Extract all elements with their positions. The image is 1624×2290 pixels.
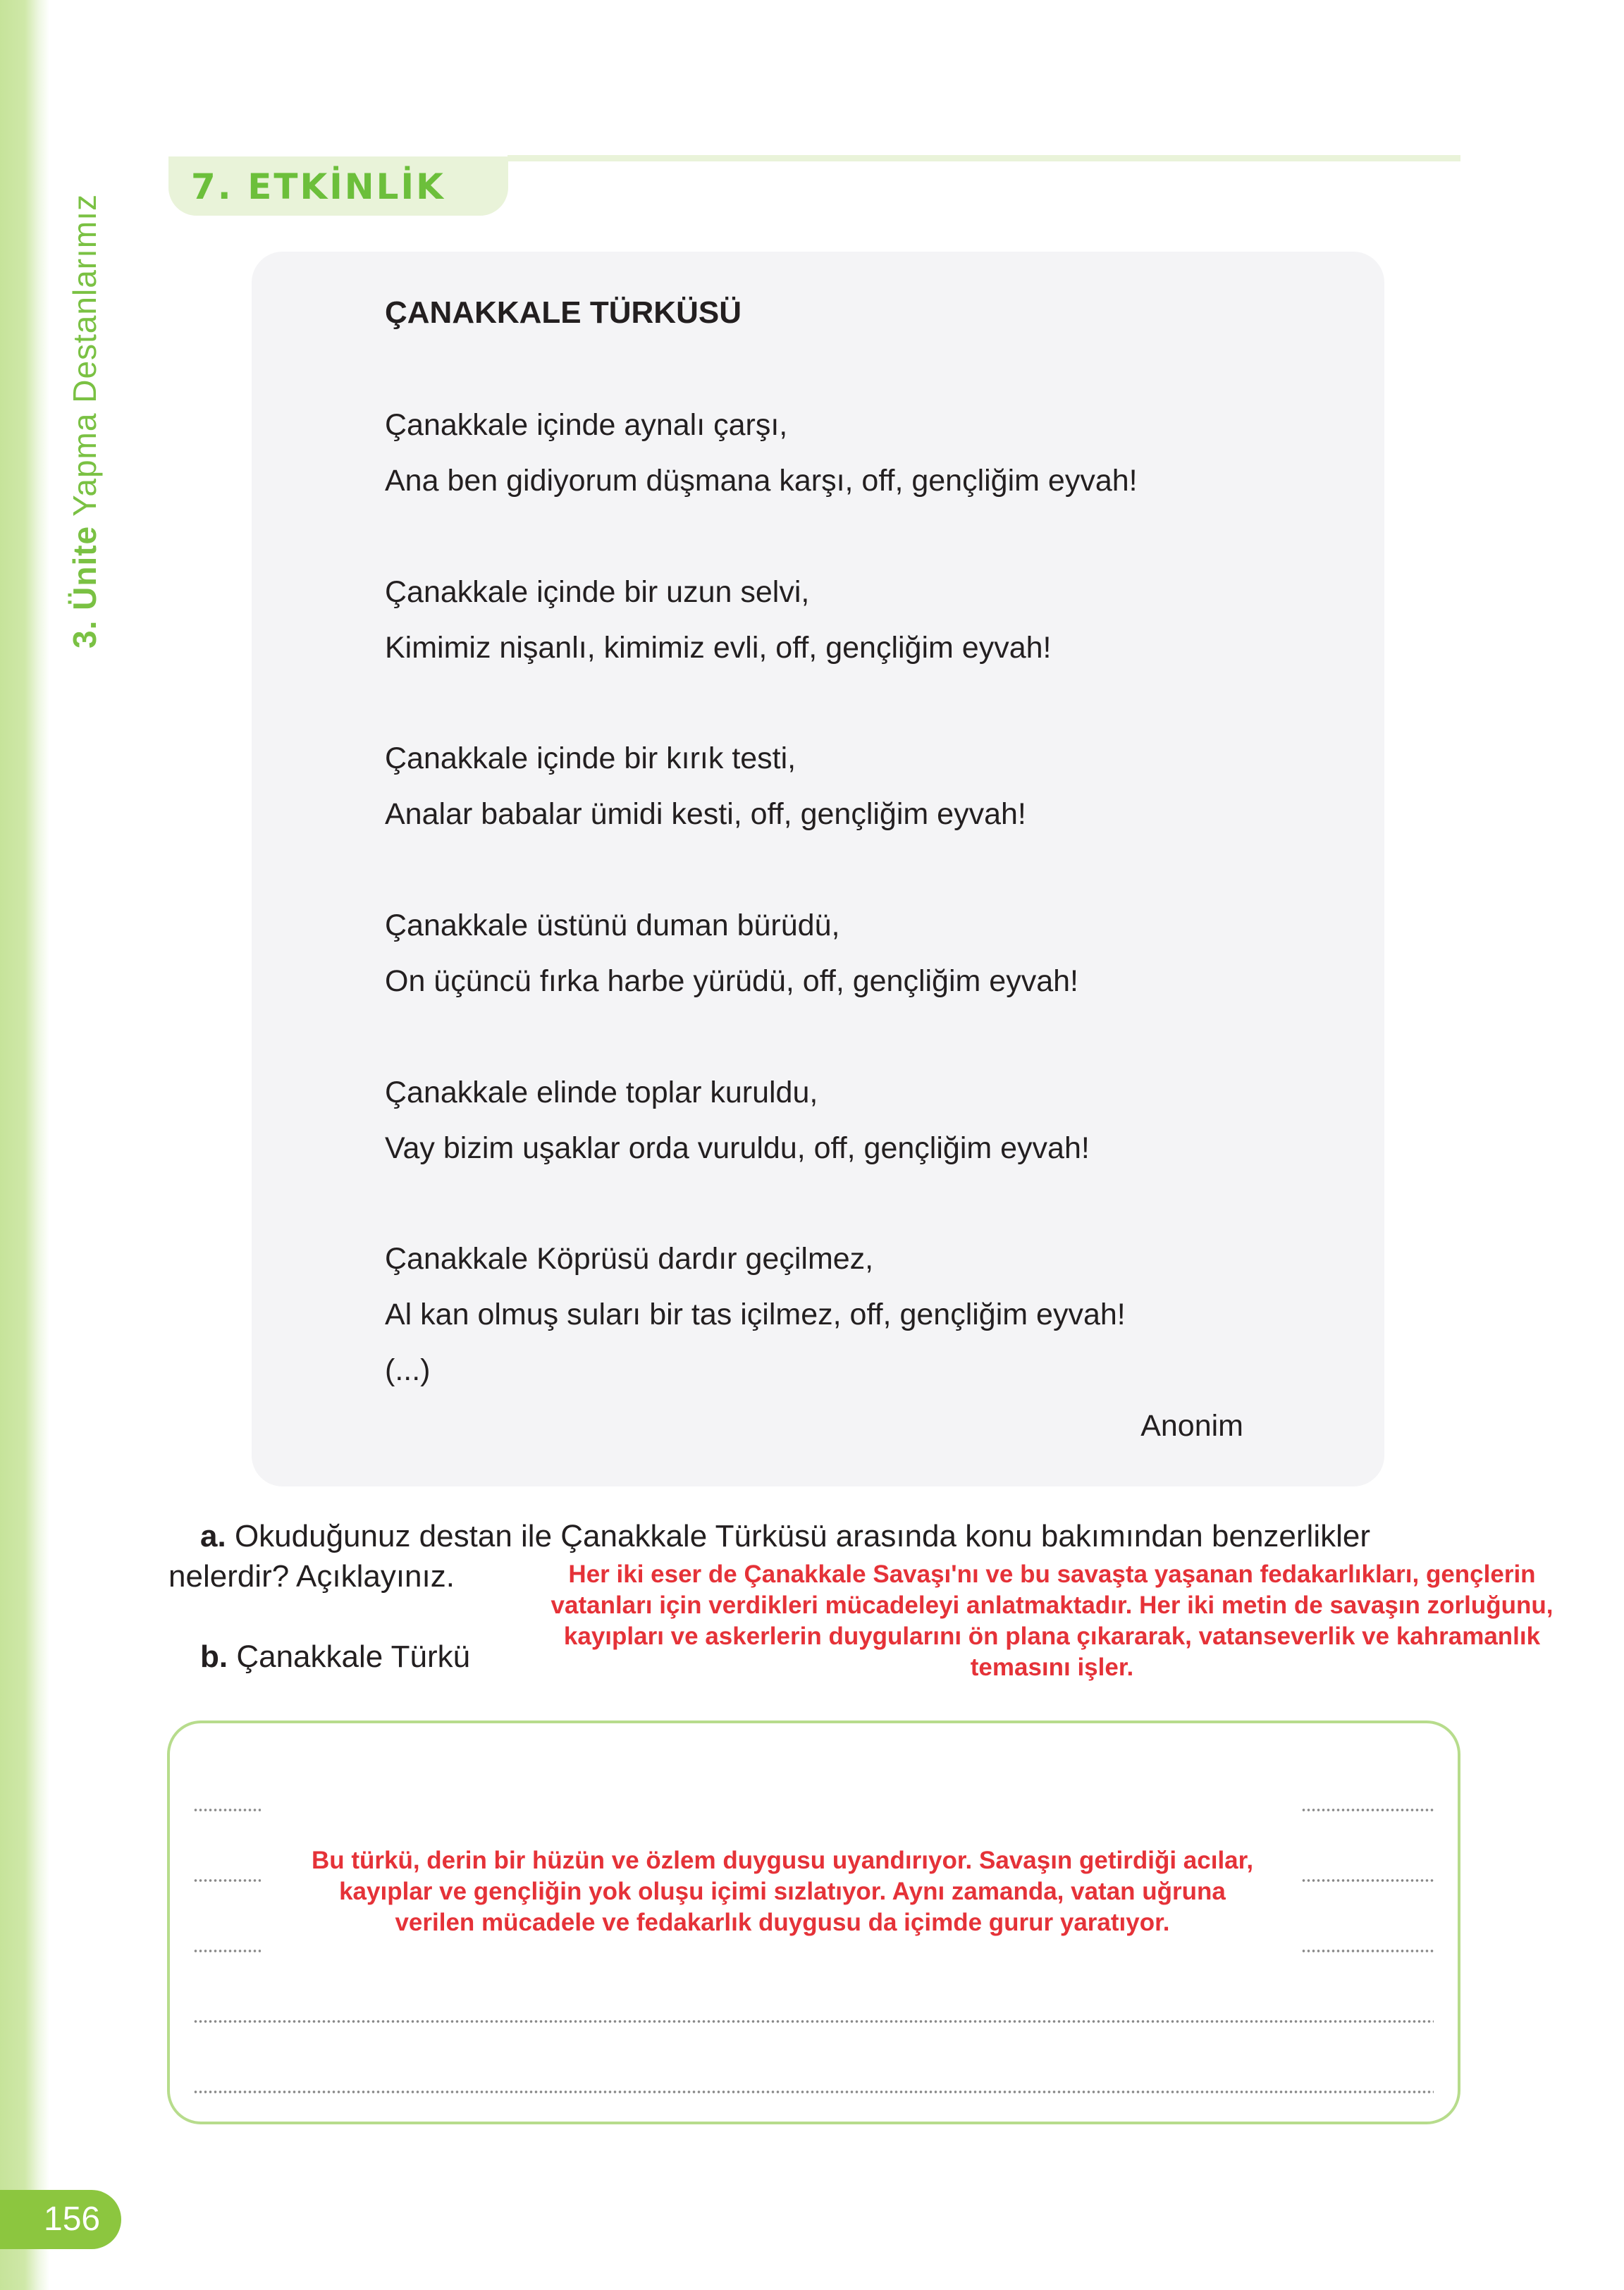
answer-line: Bu türkü, derin bir hüzün ve özlem duygusu uyandırıyor. Savaşın getirdiği acılar, — [311, 1847, 1254, 1874]
page-number: 156 — [44, 2200, 101, 2238]
poem-line: Analar babalar ümidi kesti, off, gençliğim eyvah! — [385, 797, 1026, 831]
poem-line: Çanakkale içinde bir uzun selvi, — [385, 575, 810, 609]
answer-line: kayıplar ve gençliğin yok oluşu içimi sızlatıyor. Aynı zamanda, vatan uğruna — [339, 1878, 1226, 1905]
writing-line — [193, 2091, 1434, 2093]
question-text: Çanakkale Türkü — [236, 1639, 471, 1674]
writing-line — [1301, 1809, 1434, 1811]
unit-title: Yapma Destanlarımız — [66, 194, 103, 517]
header-rule — [508, 155, 1460, 161]
question-a-cont: nelerdir? Açıklayınız. — [168, 1559, 455, 1594]
page-number-badge — [0, 2190, 121, 2249]
activity-tab — [168, 156, 508, 216]
poem-ellipsis: (...) — [385, 1353, 431, 1387]
poem-author: Anonim — [1140, 1409, 1243, 1443]
poem-line: Ana ben gidiyorum düşmana karşı, off, gençliğim eyvah! — [385, 464, 1138, 498]
question-text: Okuduğunuz destan ile Çanakkale Türküsü arasında konu bakımından benzerlikler — [234, 1519, 1370, 1553]
writing-line — [193, 1879, 261, 1882]
answer-b — [254, 1845, 1311, 1938]
unit-number: 3. Ünite — [66, 525, 103, 648]
writing-line — [193, 1950, 261, 1952]
poem-line: Çanakkale üstünü duman bürüdü, — [385, 909, 840, 942]
poem-line: Çanakkale elinde toplar kuruldu, — [385, 1076, 818, 1109]
question-b — [200, 1639, 470, 1675]
writing-line — [193, 1809, 261, 1811]
question-a — [200, 1519, 1370, 1554]
writing-line — [1301, 1879, 1434, 1882]
answer-line: temasını işler. — [970, 1654, 1134, 1681]
poem-line: On üçüncü fırka harbe yürüdü, off, gençliğim eyvah! — [385, 964, 1078, 998]
poem-line: Al kan olmuş suları bir tas içilmez, off, gençliğim eyvah! — [385, 1298, 1126, 1331]
question-letter: a. — [200, 1519, 226, 1553]
poem-title: ÇANAKKALE TÜRKÜSÜ — [385, 295, 742, 330]
writing-line — [193, 2020, 1434, 2023]
poem-line: Çanakkale içinde aynalı çarşı, — [385, 408, 788, 442]
activity-title: 7. ETKİNLİK — [191, 166, 445, 207]
poem-line: Çanakkale Köprüsü dardır geçilmez, — [385, 1242, 874, 1276]
answer-line: Her iki eser de Çanakkale Savaşı'nı ve bu savaşta yaşanan fedakarlıkları, gençlerin — [568, 1560, 1536, 1588]
side-strip — [0, 0, 49, 2290]
answer-line: vatanları için verdikleri mücadeleyi anlatmaktadır. Her iki metin de savaşın zorluğunu, — [550, 1592, 1554, 1619]
answer-line: verilen mücadele ve fedakarlık duygusu da içimde gurur yaratıyor. — [395, 1909, 1170, 1936]
answer-a — [515, 1559, 1589, 1683]
poem-line: Kimimiz nişanlı, kimimiz evli, off, gençliğim eyvah! — [385, 631, 1052, 665]
poem-panel — [252, 252, 1384, 1486]
poem-line: Çanakkale içinde bir kırık testi, — [385, 741, 796, 775]
writing-line — [1301, 1950, 1434, 1952]
question-letter: b. — [200, 1639, 228, 1674]
answer-line: kayıpları ve askerlerin duygularını ön plana çıkararak, vatanseverlik ve kahramanlık — [563, 1623, 1541, 1650]
poem-line: Vay bizim uşaklar orda vuruldu, off, gençliğim eyvah! — [385, 1131, 1090, 1165]
unit-label — [66, 194, 104, 648]
